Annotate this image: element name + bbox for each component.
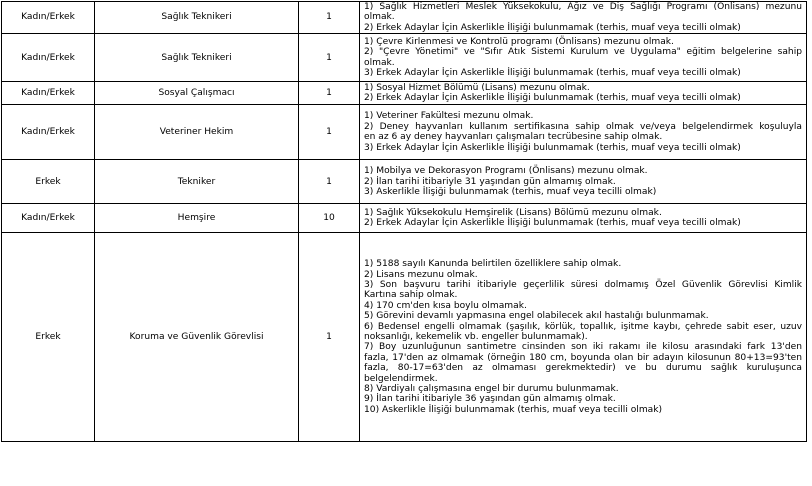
requirement-line: fazla, 80-17=63'den az olmaması gerekmektedir) ve bu durumu sağlık kuruluşunca xyxy=(364,363,802,374)
requirement-line: en az 6 ay deney hayvanları çalışmaları tecrübesine sahip olmak. xyxy=(364,132,663,143)
count-cell: 1 xyxy=(299,82,360,105)
requirement-line: 3) Erkek Adaylar İçin Askerlikle İlişiği bulunmamak (terhis, muaf veya tecilli olmak) xyxy=(364,142,741,153)
table-row xyxy=(2,160,807,204)
gender-cell: Erkek xyxy=(2,160,95,204)
requirement-line: 2) Deney hayvanları kullanım sertifikasına sahip olmak ve/veya belgelendirmek koşuluyla xyxy=(364,121,802,132)
gender-cell: Kadın/Erkek xyxy=(2,34,95,82)
requirement-line: 8) Vardiyalı çalışmasına engel bir durumu bulunmamak. xyxy=(364,384,619,395)
requirement-line: 1) Sağlık Yüksekokulu Hemşirelik (Lisans) Bölümü mezunu olmak. xyxy=(364,207,662,218)
requirement-line: 1) 5188 sayılı Kanunda belirtilen özelliklere sahip olmak. xyxy=(364,259,622,270)
count-cell: 1 xyxy=(299,160,360,204)
count-cell: 1 xyxy=(299,233,360,442)
requirement-line: 3) Askerlikle İlişiği bulunmamak (terhis, muaf veya tecilli olmak) xyxy=(364,186,657,197)
requirement-line: 2) Lisans mezunu olmak. xyxy=(364,269,478,280)
position-cell: Hemşire xyxy=(95,204,299,233)
gender-cell: Kadın/Erkek xyxy=(2,2,95,34)
requirement-line: 1) Veteriner Fakültesi mezunu olmak. xyxy=(364,111,534,122)
requirement-line: 3) Son başvuru tarihi itibariyle geçerlilik süresi dolmamış Özel Güvenlik Görevlisi Kimlik xyxy=(364,279,802,290)
count-cell: 1 xyxy=(299,105,360,160)
requirement-line: 3) Erkek Adaylar İçin Askerlikle İlişiği bulunmamak (terhis, muaf veya tecilli olmak) xyxy=(364,68,741,79)
position-cell: Sağlık Teknikeri xyxy=(95,2,299,34)
requirements-cell xyxy=(360,34,807,82)
position-cell: Sağlık Teknikeri xyxy=(95,34,299,82)
position-cell: Koruma ve Güvenlik Görevlisi xyxy=(95,233,299,442)
job-requirements-table xyxy=(1,1,807,442)
requirement-line: 1) Mobilya ve Dekorasyon Programı (Önlisans) mezunu olmak. xyxy=(364,166,648,177)
requirement-line: 1) Sosyal Hizmet Bölümü (Lisans) mezunu olmak. xyxy=(364,82,590,93)
requirement-line: 4) 170 cm'den kısa boylu olmamak. xyxy=(364,300,527,311)
requirements-cell xyxy=(360,233,807,442)
requirement-line: belgelendirmek. xyxy=(364,373,438,384)
requirement-line: 1) Sağlık Hizmetleri Meslek Yüksekokulu, Ağız ve Diş Sağlığı Programı (Önlisans) mezunu xyxy=(364,2,802,12)
requirement-line: olmak. xyxy=(364,57,395,68)
table-row xyxy=(2,34,807,82)
position-cell: Veteriner Hekim xyxy=(95,105,299,160)
table-row xyxy=(2,204,807,233)
requirement-line: 2) Erkek Adaylar İçin Askerlikle İlişiği bulunmamak (terhis, muaf veya tecilli olmak) xyxy=(364,22,741,33)
requirement-line: olmak. xyxy=(364,12,395,23)
requirement-line: 5) Görevini devamlı yapmasına engel olabilecek akıl hastalığı bulunmamak. xyxy=(364,311,709,322)
count-cell: 10 xyxy=(299,204,360,233)
requirements-cell xyxy=(360,2,807,34)
count-cell: 1 xyxy=(299,2,360,34)
requirement-line: 2) Erkek Adaylar İçin Askerlikle İlişiği bulunmamak (terhis, muaf veya tecilli olmak) xyxy=(364,93,741,104)
gender-cell: Erkek xyxy=(2,233,95,442)
table-row xyxy=(2,2,807,34)
requirement-line: Kartına sahip olmak. xyxy=(364,290,458,301)
requirement-line: noksanlığı, kekemelik vb. engeller bulunmamak). xyxy=(364,332,588,343)
requirements-cell xyxy=(360,204,807,233)
requirement-line: 9) İlan tarihi itibariyle 36 yaşından gün almamış olmak. xyxy=(364,394,616,405)
requirement-line: 7) Boy uzunluğunun santimetre cinsinden son iki rakamı ile kilosu arasındaki fark 13'den xyxy=(364,342,802,353)
gender-cell: Kadın/Erkek xyxy=(2,204,95,233)
requirement-line: 2) "Çevre Yönetimi" ve "Sıfır Atık Sistemi Kurulum ve Uygulama" eğitim belgelerine sahip xyxy=(364,47,802,58)
requirements-cell xyxy=(360,105,807,160)
requirements-cell xyxy=(360,160,807,204)
table-row xyxy=(2,105,807,160)
table-row xyxy=(2,82,807,105)
position-cell: Tekniker xyxy=(95,160,299,204)
gender-cell: Kadın/Erkek xyxy=(2,82,95,105)
position-cell: Sosyal Çalışmacı xyxy=(95,82,299,105)
requirement-line: 2) İlan tarihi itibariyle 31 yaşından gün almamış olmak. xyxy=(364,176,616,187)
requirement-line: 2) Erkek Adaylar İçin Askerlikle İlişiği bulunmamak (terhis, muaf veya tecilli olmak) xyxy=(364,218,741,229)
table-row xyxy=(2,233,807,442)
gender-cell: Kadın/Erkek xyxy=(2,105,95,160)
requirement-line: 6) Bedensel engelli olmamak (şaşılık, körlük, topallık, işitme kaybı, çehrede sabit eser, uzuv xyxy=(364,321,802,332)
requirement-line: 1) Çevre Kirlenmesi ve Kontrolü programı (Önlisans) mezunu olmak. xyxy=(364,36,674,47)
requirement-line: fazla, 17'den az olmamak (örneğin 180 cm, boyunda olan bir adayın kilosunun 80+13=93'ten xyxy=(364,352,802,363)
count-cell: 1 xyxy=(299,34,360,82)
requirement-line: 10) Askerlikle İlişiği bulunmamak (terhis, muaf veya tecilli olmak) xyxy=(364,404,663,415)
requirements-cell xyxy=(360,82,807,105)
